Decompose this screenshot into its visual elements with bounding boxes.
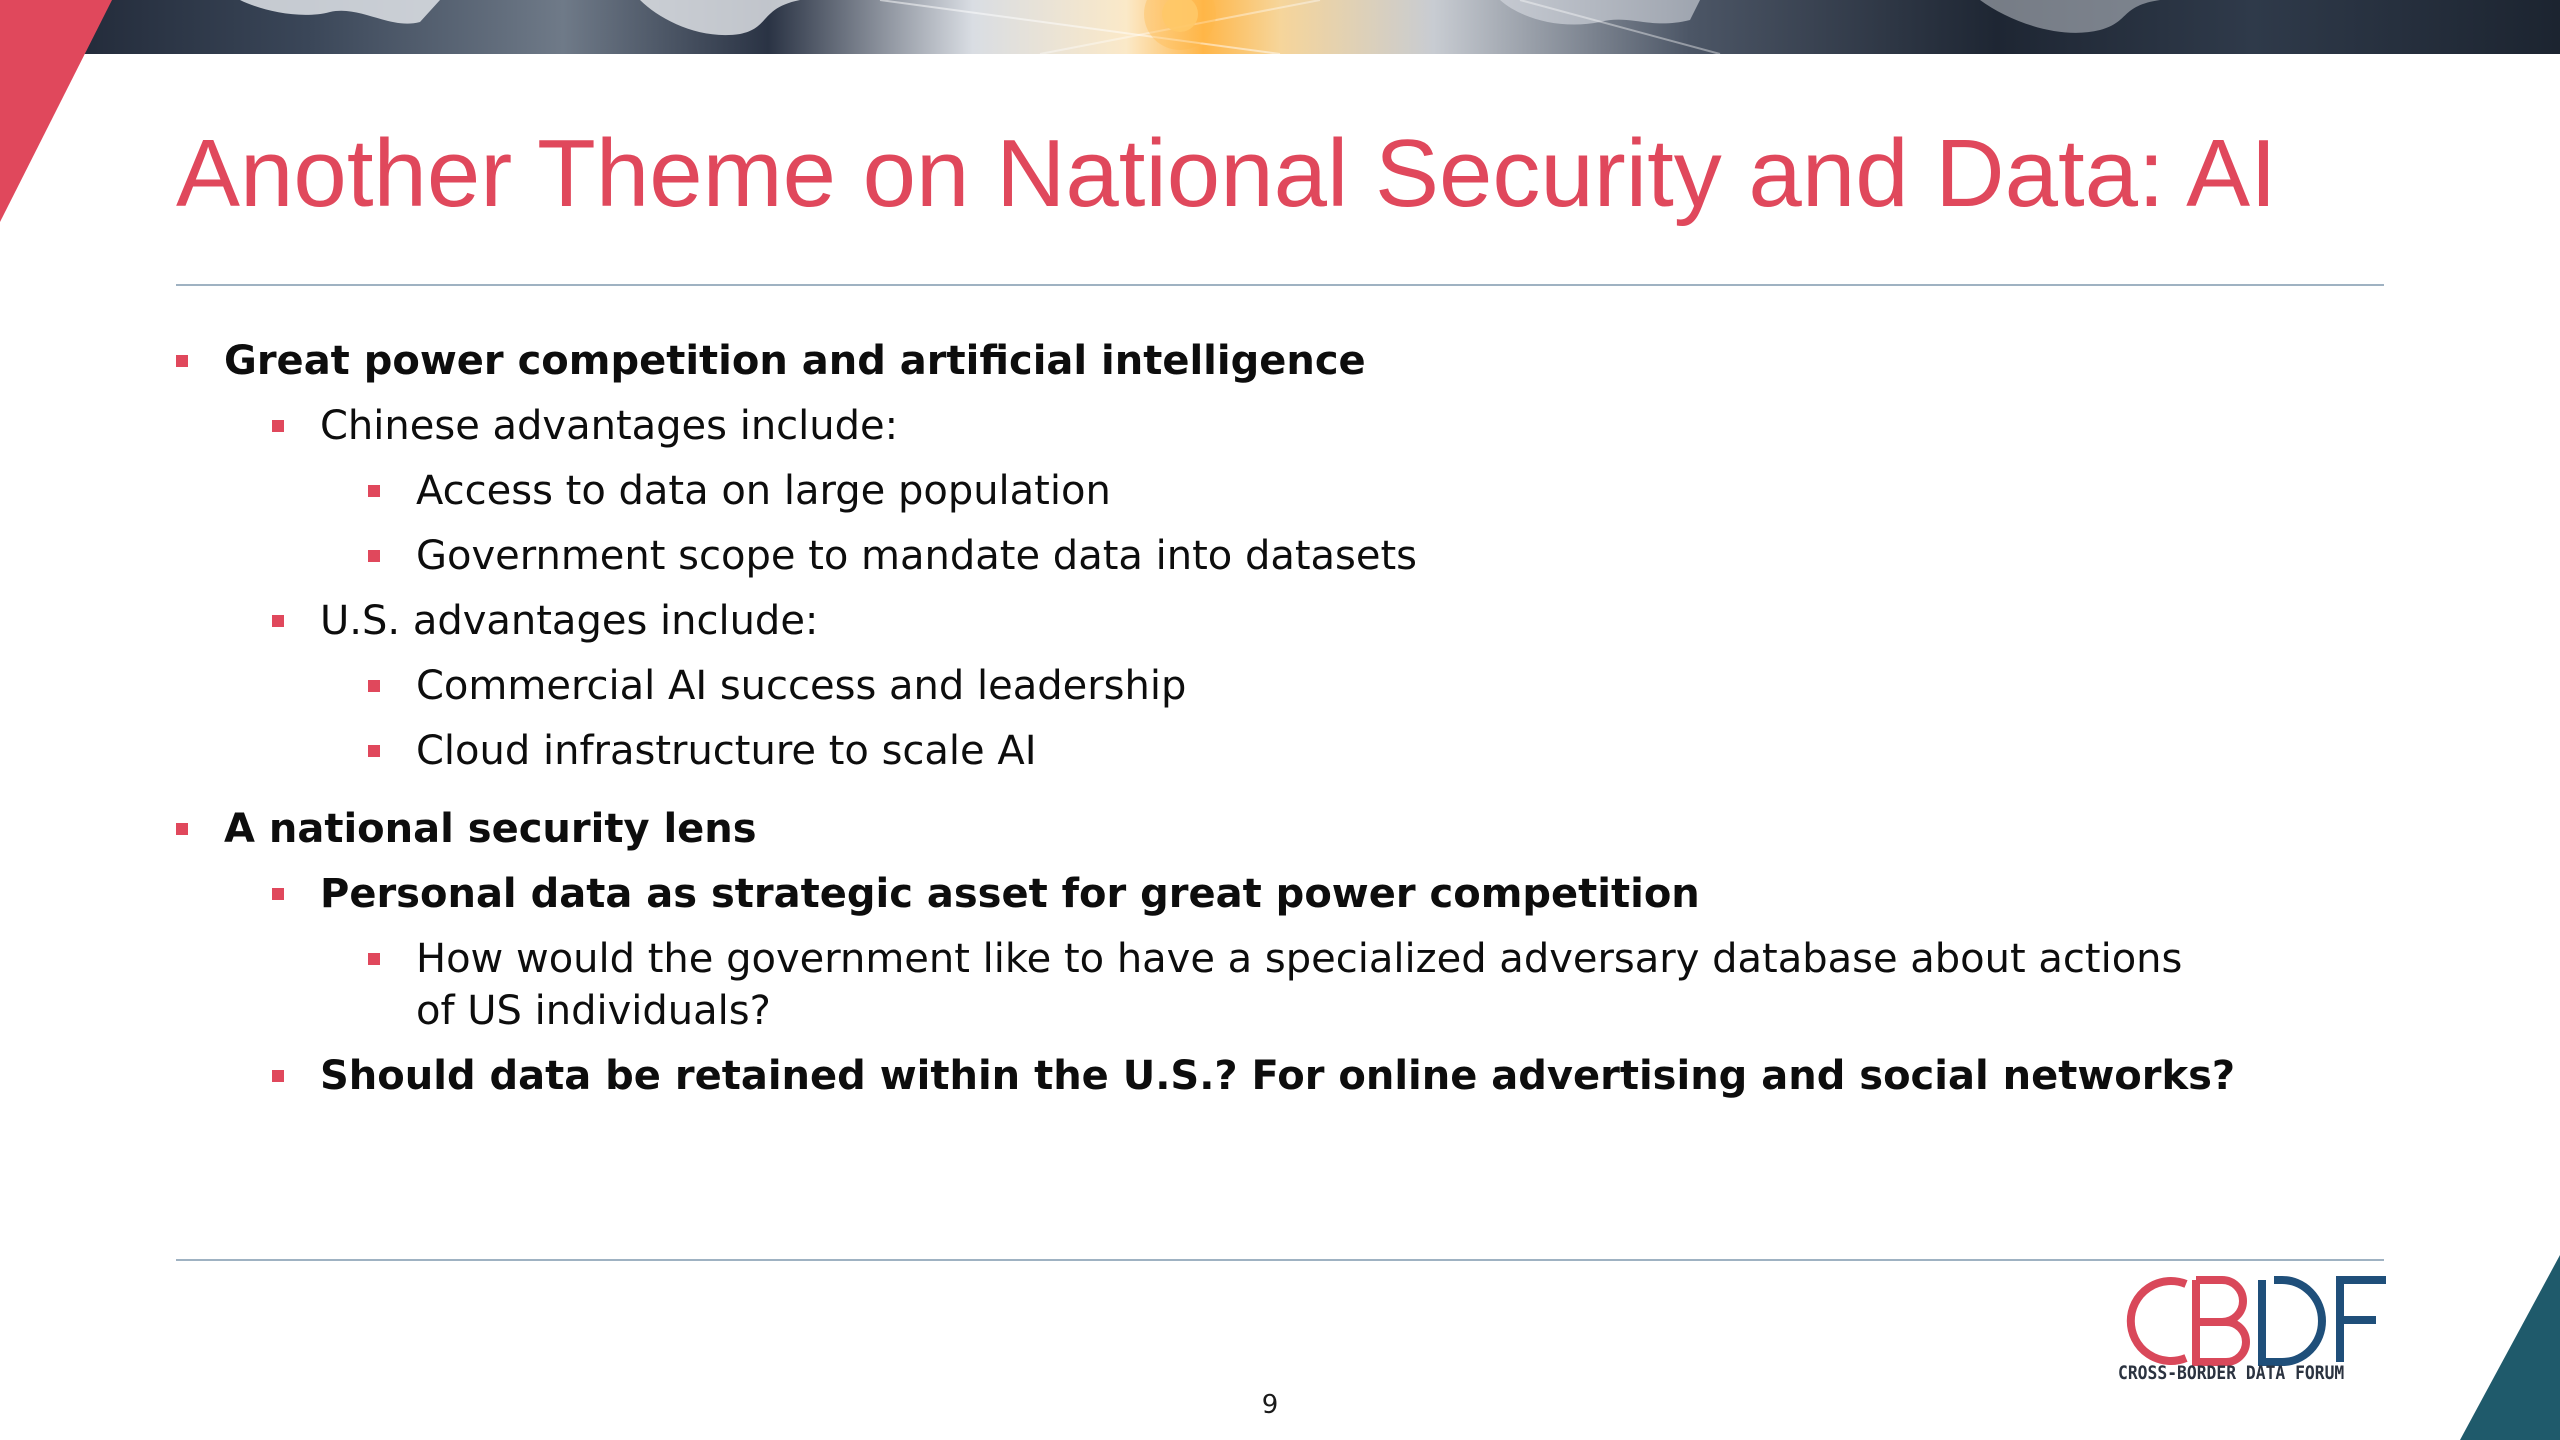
bullet-text: Chinese advantages include: — [320, 403, 899, 449]
red-corner-accent — [0, 0, 120, 230]
square-bullet-icon — [368, 550, 380, 562]
bullet-text: Government scope to mandate data into datasets — [416, 533, 1418, 579]
header-banner-image — [0, 0, 2560, 54]
bullet-level2 — [272, 868, 2276, 920]
logo-caption: CROSS-BORDER DATA FORUM — [2118, 1362, 2345, 1384]
bullet-level3 — [368, 530, 2276, 582]
bullet-text: Cloud infrastructure to scale AI — [416, 728, 1037, 774]
bullet-text: U.S. advantages include: — [320, 598, 819, 644]
square-bullet-icon — [368, 745, 380, 757]
bullet-text: Personal data as strategic asset for great power competition — [320, 871, 1700, 917]
bullet-text: Access to data on large population — [416, 468, 1111, 514]
square-bullet-icon — [368, 680, 380, 692]
bullet-text: How would the government like to have a specialized adversary database about actions of US individuals? — [416, 936, 2183, 1034]
page-number: 9 — [1261, 1390, 1279, 1420]
square-bullet-icon — [368, 485, 380, 497]
square-bullet-icon — [368, 953, 380, 965]
bullet-level1 — [176, 335, 2276, 387]
square-bullet-icon — [272, 888, 284, 900]
bullet-text: Commercial AI success and leadership — [416, 663, 1187, 709]
square-bullet-icon — [176, 823, 188, 835]
slide-title: Another Theme on National Security and Data: AI — [176, 120, 2277, 227]
square-bullet-icon — [272, 1070, 284, 1082]
square-bullet-icon — [272, 420, 284, 432]
square-bullet-icon — [176, 355, 188, 367]
bullet-level3 — [368, 933, 2216, 1037]
bullet-text: Should data be retained within the U.S.? For online advertising and social networks? — [320, 1053, 2236, 1099]
world-map-network-graphic — [0, 0, 2560, 54]
title-divider — [176, 284, 2384, 286]
bullet-level3 — [368, 465, 2276, 517]
bullet-level3 — [368, 725, 2276, 777]
square-bullet-icon — [272, 615, 284, 627]
bullet-level1 — [176, 803, 2276, 855]
bullet-text: A national security lens — [224, 806, 757, 852]
footer-divider — [176, 1259, 2384, 1261]
bullet-level3 — [368, 660, 2276, 712]
bullet-level2 — [272, 1050, 2276, 1102]
slide-body — [176, 335, 2276, 1102]
teal-corner-accent — [2460, 1255, 2560, 1440]
bullet-level2 — [272, 595, 2276, 647]
bullet-level2 — [272, 400, 2276, 452]
bullet-text: Great power competition and artificial intelligence — [224, 338, 1366, 384]
